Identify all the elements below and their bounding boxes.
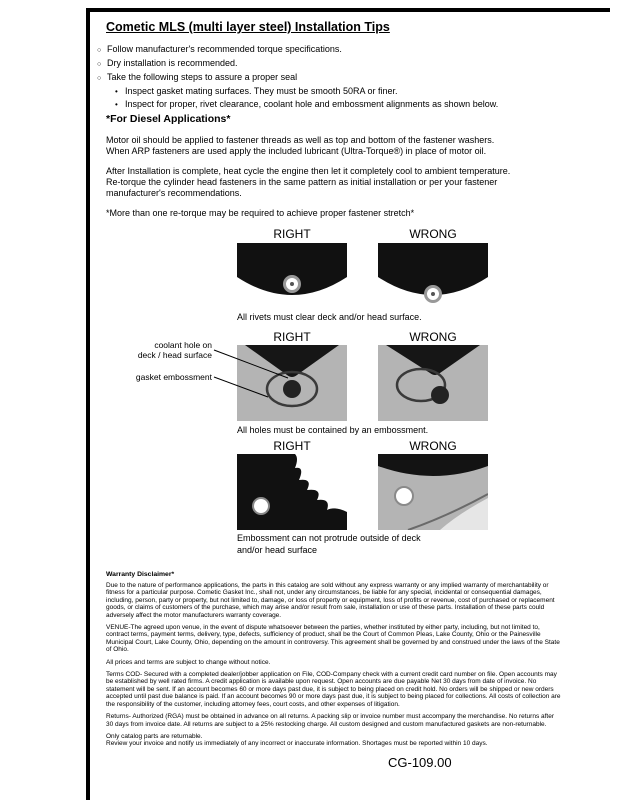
prices-paragraph: All prices and terms are subject to change without notice. bbox=[106, 658, 271, 666]
caption-line: Embossment can not protrude outside of deck bbox=[237, 533, 421, 543]
embossment-protrusion-right-diagram bbox=[237, 454, 347, 530]
diesel-paragraph-1: Motor oil should be applied to fastener threads as well as top and bottom of the fastener washers. When ARP fasteners are used apply the included lubricant (Ultra-Torque®) in place of motor oil. bbox=[106, 135, 495, 156]
tip-text: Inspect for proper, rivet clearance, coolant hole and embossment alignments as shown below. bbox=[125, 99, 499, 109]
diesel-heading: *For Diesel Applications* bbox=[106, 113, 231, 125]
diesel-retorque-note: *More than one re-torque may be required to achieve proper fastener stretch* bbox=[106, 208, 415, 218]
wrong-label: WRONG bbox=[409, 227, 457, 241]
diesel-applications-section bbox=[106, 113, 518, 228]
filled-bullet-icon: • bbox=[115, 100, 118, 109]
embossment-protrusion-wrong-diagram bbox=[378, 454, 488, 530]
list-item bbox=[115, 98, 579, 111]
warranty-heading: Warranty Disclaimer* bbox=[106, 571, 175, 578]
returns-paragraph: Returns- Authorized (RGA) must be obtained in advance on all returns. A packing slip or invoice number must accompany the merchandise. No returns after 30 days from invoice date. All returns are subject to a 25% restocking charge. All custom designed and custom manufactured gaskets are non-returnable. bbox=[106, 713, 555, 728]
installation-tips-list bbox=[97, 43, 579, 111]
right-label: RIGHT bbox=[273, 330, 311, 344]
list-item bbox=[97, 43, 579, 57]
callout-text: coolant hole on bbox=[154, 340, 212, 350]
diagram-caption: All rivets must clear deck and/or head surface. bbox=[237, 312, 422, 322]
page-code: CG-109.00 bbox=[388, 755, 452, 770]
wrong-label: WRONG bbox=[409, 439, 457, 453]
page-border-top bbox=[86, 8, 610, 12]
page-title: Cometic MLS (multi layer steel) Installation Tips bbox=[106, 20, 390, 34]
callout-text: deck / head surface bbox=[137, 350, 212, 360]
tip-text: Take the following steps to assure a proper seal bbox=[107, 72, 298, 82]
list-item bbox=[97, 57, 579, 71]
warranty-disclaimer-section bbox=[106, 571, 562, 753]
gasket-embossment-callout bbox=[118, 372, 212, 382]
venue-paragraph: VENUE-The agreed upon venue, in the event of dispute whatsoever between the parties, whether instituted by either party, including, but not limited to, contract terms, payment terms, delivery, type, defects, sufficiency of product, shall be the Court of Common Pleas, Lake County, Ohio or the Painesville Municipal Court, Lake County, Ohio, depending on the amount in controversy. This agreement shall be governed by and construed under the laws of the State of Ohio. bbox=[106, 624, 560, 654]
catalog-returnable-line: Only catalog parts are returnable. bbox=[106, 732, 203, 740]
caption-line: and/or head surface bbox=[237, 545, 318, 555]
coolant-hole-callout bbox=[118, 340, 212, 360]
hole-embossment-wrong-diagram bbox=[378, 345, 488, 421]
page-border-left bbox=[86, 8, 90, 800]
callout-text: gasket embossment bbox=[135, 372, 212, 382]
tip-text: Follow manufacturer's recommended torque specifications. bbox=[107, 44, 342, 54]
diesel-paragraph-2: After Installation is complete, heat cycle the engine then let it completely cool to ambient temperature. Re-torque the cylinder head fasteners in the same pattern as initial installation or per your fastener manufacturer's recommendations. bbox=[106, 166, 511, 198]
right-label: RIGHT bbox=[273, 227, 311, 241]
list-item bbox=[97, 71, 579, 85]
diagram-caption: All holes must be contained by an embossment. bbox=[237, 425, 429, 435]
tip-text: Dry installation is recommended. bbox=[107, 58, 238, 68]
rivet-clearance-wrong-diagram bbox=[378, 243, 488, 309]
warranty-paragraph: Due to the nature of performance applications, the parts in this catalog are sold without any express warranty or any implied warranty of merchantability or fitness for a particular purpose. Cometic Gasket Inc., shall not, under any circumstances, be liable for any special, incidental or consequential damages, including, person, party or property, but not limited to, damage, or loss of property or equipment, loss of profits or revenue, cost of purchased or replacement goods, or claims of customers of the purchase, which may arise and/or result from sale, installation or use of these parts. Installation of these parts could adversely affect the motor manufacturers warranty coverage. bbox=[106, 582, 555, 619]
diagram-caption bbox=[237, 532, 507, 556]
invoice-review-line: Review your invoice and notify us immediately of any incorrect or inaccurate information. Shortages must be reported within 10 days. bbox=[106, 740, 488, 748]
open-bullet-icon: ○ bbox=[97, 61, 102, 68]
right-label: RIGHT bbox=[273, 439, 311, 453]
open-bullet-icon: ○ bbox=[97, 75, 102, 82]
hole-embossment-right-diagram bbox=[237, 345, 347, 421]
terms-paragraph: Terms COD- Secured with a completed dealer/jobber application on File, COD-Company check with a current credit card number on file. Open accounts may be established by well rated firms. A credit application is available upon request. Open accounts are due payable Net 30 days from date of invoice. No statement will be sent. If an account becomes 60 or more days past due, it is subject to being placed on credit hold. No orders will be shipped or new orders accepted until past due balance is paid. If an account becomes 90 or more days past due, it is subject to being placed for collections. All costs of collection are the responsibility of the customer, including attorney fees, court costs, and other expenses of litigation. bbox=[106, 671, 561, 708]
tip-text: Inspect gasket mating surfaces. They must be smooth 50RA or finer. bbox=[125, 86, 398, 96]
open-bullet-icon: ○ bbox=[97, 47, 102, 54]
rivet-clearance-right-diagram bbox=[237, 243, 347, 309]
filled-bullet-icon: • bbox=[115, 87, 118, 96]
list-item bbox=[115, 85, 579, 98]
wrong-label: WRONG bbox=[409, 330, 457, 344]
